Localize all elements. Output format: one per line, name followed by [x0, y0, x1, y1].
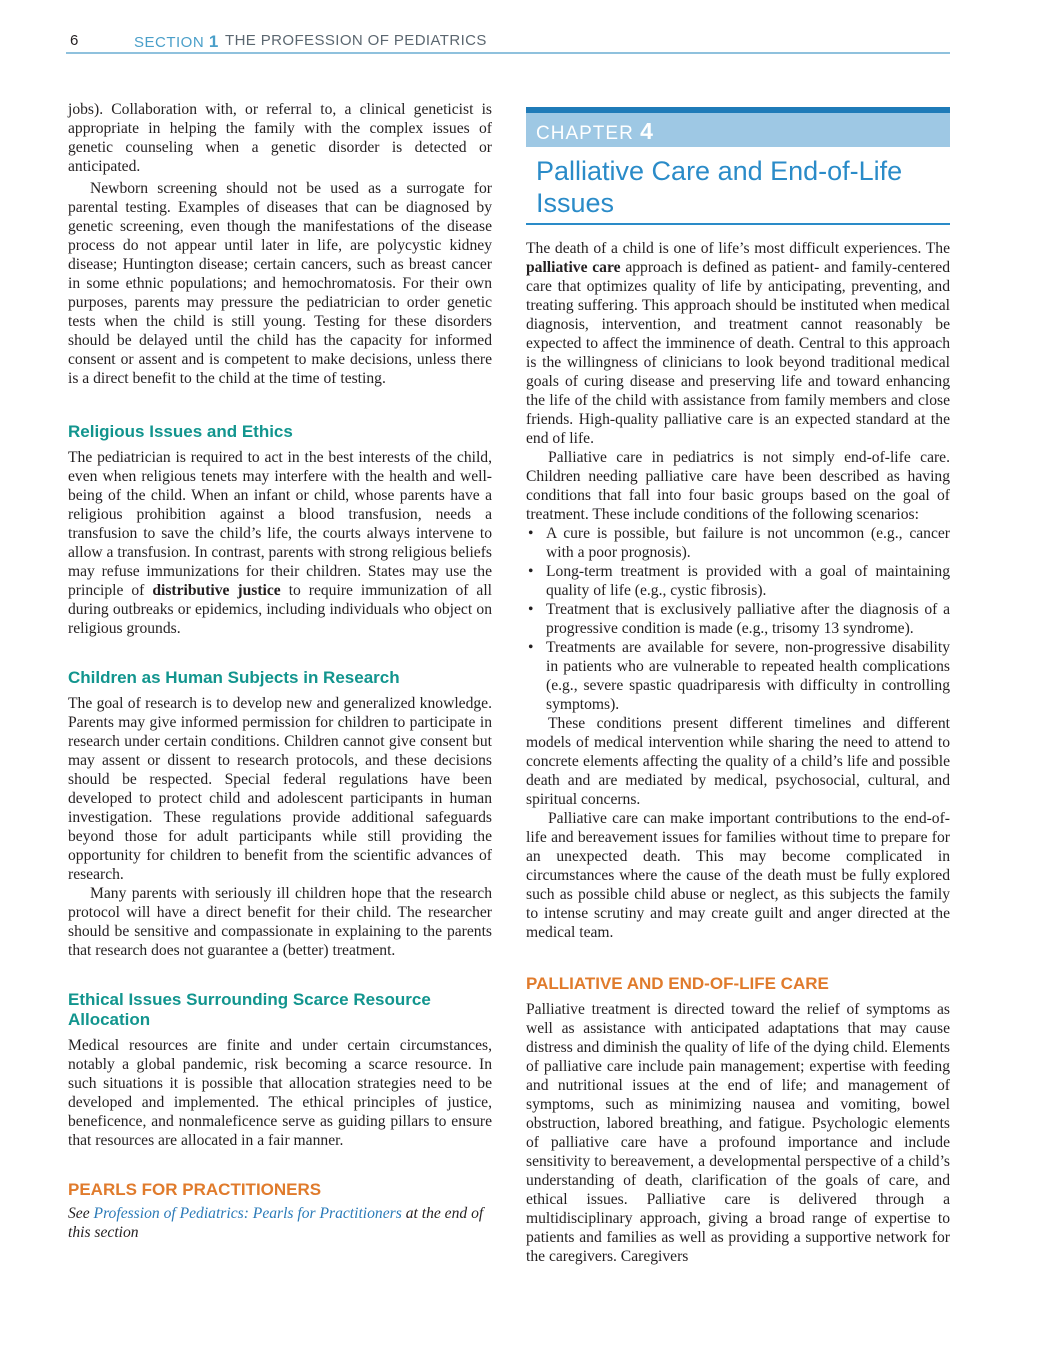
heading-palliative-care: PALLIATIVE AND END-OF-LIFE CARE	[526, 974, 829, 993]
page-number: 6	[70, 32, 79, 49]
left-paragraph-2: Newborn screening should not be used as a surrogate for parental testing. Examples of diseases that can be diagnosed by genetic screening, even though the manifestations of the disease process do not appear until later in life, are polycystic kidney disease; Huntington disease; certain cancers, such as breast cancer in some ethnic populations; and hemochromatosis. For their own purposes, parents may pressure the pediatrician to order genetic tests when the child is still young. Testing for these disorders should be delayed until the child has the capacity for informed consent or assent and is competent to make decisions, unless there is a direct benefit to the child at the time of testing.	[68, 180, 492, 387]
left-paragraph-6: Medical resources are finite and under certain circumstances, notably a global pandemic, risk becoming a scarce resource. In such situations it is possible that allocation strategies need to be developed and implemented. The ethical principles of justice, beneficence, and nonmaleficence serve as guiding pillars to ensure that resources are allocated in a fair manner.	[68, 1037, 492, 1149]
chapter-word: CHAPTER	[536, 123, 634, 144]
right-column	[526, 107, 950, 1266]
running-head	[70, 30, 950, 54]
chapter-number: 4	[640, 118, 654, 144]
left-paragraph-1: jobs). Collaboration with, or referral to, a clinical geneticist is appropriate in helping the family with the complex issues of genetic counseling when a genetic disorder is detected or anticipated.	[68, 101, 492, 175]
pearls-see: See	[68, 1205, 90, 1222]
pearls-reference	[68, 1204, 492, 1242]
chapter-title: Palliative Care and End-of-Life Issues	[536, 156, 903, 218]
heading-human-subjects: Children as Human Subjects in Research	[68, 668, 400, 687]
left-paragraph-3	[68, 448, 492, 638]
right-paragraph-1	[526, 239, 950, 448]
scenario-list	[526, 524, 950, 714]
term-distributive-justice: distributive justice	[152, 582, 281, 599]
left-column	[68, 100, 492, 1242]
left-paragraph-4: The goal of research is to develop new and generalized knowledge. Parents may give informed permission for children to participate in research under certain conditions. Children cannot give consent but may assent or dissent to research protocols, and these decisions should be respected. Special federal regulations have been developed to protect child and adolescent participants in human investigation. These regulations provide additional safeguards beyond those for adult participants while still providing the opportunity for children to benefit from the scientific advances of research.	[68, 695, 492, 883]
right-paragraph-3: These conditions present different timelines and different models of medical intervention while sharing the need to attend to concrete elements affecting the quality of a child’s life and possible death and are mediated by medical, psychosocial, cultural, and spiritual concerns.	[526, 715, 950, 808]
list-item: • Long-term treatment is provided with a goal of maintaining quality of life (e.g., cystic fibrosis).	[526, 562, 950, 600]
rp1-text-b: approach is defined as patient- and family-centered care that optimizes quality of life by anticipating, preventing, and treating suffering. This approach should be instituted when medical diagnosis, intervention, and treatment cannot reasonably be expected to affect the imminence of death. Central to this approach is the willingness of clinicians to look beyond traditional medical goals of curing disease and preserving life and toward enhancing the life of the child with assistance from family members and close friends. High-quality palliative care is an expected standard at the end of life.	[526, 259, 950, 447]
chapter-rule	[526, 223, 950, 225]
heading-religious-issues: Religious Issues and Ethics	[68, 422, 293, 441]
header-rule	[66, 52, 950, 54]
right-paragraph-2: Palliative care in pediatrics is not simply end-of-life care. Children needing palliative care have been described as having conditions that fall into four basic groups based on the goal of treatment. These include conditions of the following scenarios:	[526, 449, 950, 523]
heading-pearls: PEARLS FOR PRACTITIONERS	[68, 1180, 322, 1199]
pearls-after: at the end of this section	[68, 1205, 484, 1241]
list-item: • A cure is possible, but failure is not uncommon (e.g., cancer with a poor prognosis).	[526, 524, 950, 562]
p3-text-a: The pediatrician is required to act in the best interests of the child, even when religious tenets may interfere with the health and well-being of the child. When an infant or child, whose parents have a religious prohibition against a blood transfusion, needs a transfusion to save the child’s life, the courts always intervene to allow a transfusion. In contrast, parents with strong religious beliefs may refuse immunizations for their children. States may use the principle of	[68, 449, 492, 599]
section-number: 1	[208, 32, 219, 51]
section-word: SECTION	[134, 34, 205, 51]
section-label	[134, 32, 219, 52]
p3-text-b: to require immunization of all during outbreaks or epidemics, including individuals who object on religious grounds.	[68, 582, 493, 637]
left-paragraph-5: Many parents with seriously ill children hope that the research protocol will have a direct benefit for their child. The researcher should be sensitive and compassionate in explaining to the parents that research does not guarantee a (better) treatment.	[68, 885, 492, 959]
rp1-text-a: The death of a child is one of life’s most difficult experiences. The	[526, 240, 950, 257]
chapter-label	[526, 113, 950, 147]
right-paragraph-4: Palliative care can make important contributions to the end-of-life and bereavement issues for families without time to prepare for an unexpected death. This may become complicated in circumstances where the cause of the death must be fully explored such as possible child abuse or neglect, as this subjects the family to intense scrutiny and may create guilt and anger directed at the medical team.	[526, 810, 950, 941]
list-item: • Treatment that is exclusively palliative after the diagnosis of a progressive condition is made (e.g., trisomy 13 syndrome).	[526, 600, 950, 638]
right-paragraph-5: Palliative treatment is directed toward the relief of symptoms as well as assistance with anticipated adaptations that may cause distress and diminish the quality of life of the dying child. Elements of palliative care include pain management; expertise with feeding and nutritional issues at the end of life; and management of symptoms, such as minimizing nausea and vomiting, bowel obstruction, labored breathing, and fatigue. Psychologic elements of palliative care have a profound importance and include sensitivity to bereavement, a developmental perspective of a child’s understanding of death, clarification of the goals of care, and ethical issues. Palliative care is delivered through a multidisciplinary approach, giving a broad range of expertise to patients and families as well as providing a supportive network for the caregivers. Caregivers	[526, 1001, 950, 1265]
list-item: • Treatments are available for severe, non-progressive disability in patients who are vulnerable to repeated health complications (e.g., severe spastic quadriparesis with difficulty in controlling symptoms).	[526, 638, 950, 714]
pearls-link[interactable]: Profession of Pediatrics: Pearls for Practitioners	[93, 1205, 402, 1222]
section-title: THE PROFESSION OF PEDIATRICS	[225, 32, 487, 49]
heading-scarce-resource: Ethical Issues Surrounding Scarce Resource Allocation	[68, 990, 431, 1029]
term-palliative-care: palliative care	[526, 259, 621, 276]
